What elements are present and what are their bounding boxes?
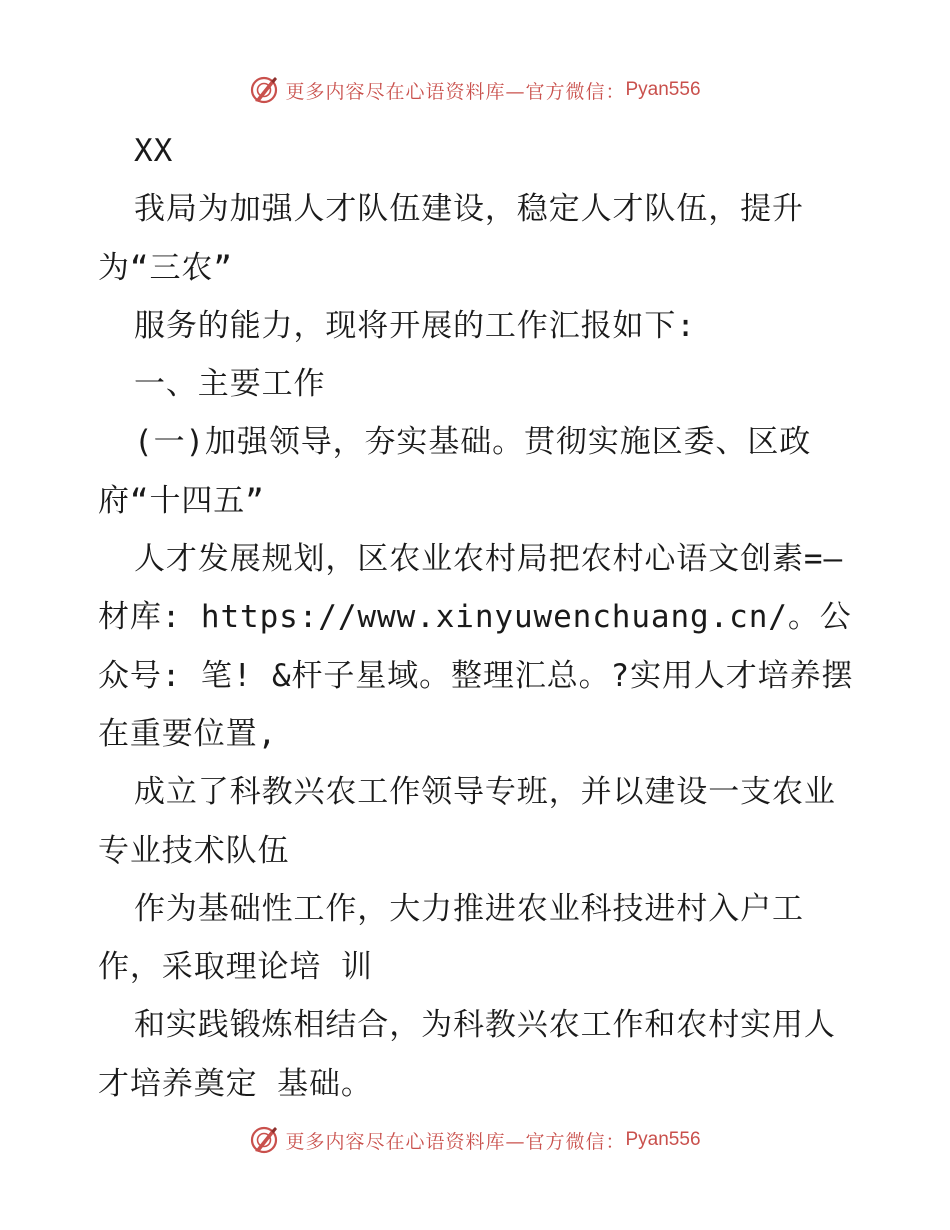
quill-circle-logo-icon: [249, 75, 279, 105]
paragraph: XX: [134, 133, 174, 169]
paragraph: (一)加强领导，夯实基础。贯彻实施区委、区政府“十四五”: [98, 424, 812, 519]
paragraph: 一、主要工作: [134, 366, 326, 403]
paragraph: 人才发展规划，区农业农村局把农村心语文创素=—材库: https://www.xinyuwenchuang.cn/。公众号: 笔! &杆子星域。整理汇总。?实用人才培养摆在重要位置,: [98, 541, 854, 752]
header-banner-text: 更多内容尽在心语资料库—官方微信：: [285, 80, 626, 103]
quill-circle-logo-icon: [249, 1125, 279, 1155]
document-body: [98, 122, 858, 1113]
header-wechat-id: Pyan556: [625, 79, 701, 100]
paragraph: 作为基础性工作，大力推进农业科技进村入户工作，采取理论培 训: [98, 890, 804, 986]
paragraph: 我局为加强人才队伍建设，稳定人才队伍，提升为“三农”: [98, 191, 804, 286]
paragraph: 服务的能力，现将开展的工作汇报如下:: [134, 307, 696, 344]
header-watermark-banner: [0, 70, 950, 110]
footer-banner-text: 更多内容尽在心语资料库—官方微信：: [285, 1130, 626, 1153]
paragraph: 成立了科教兴农工作领导专班，并以建设一支农业专业技术队伍: [98, 774, 836, 869]
footer-watermark-banner: [0, 1120, 950, 1160]
paragraph: 和实践锻炼相结合，为科教兴农工作和农村实用人才培养奠定 基础。: [98, 1007, 836, 1102]
footer-wechat-id: Pyan556: [625, 1129, 701, 1150]
